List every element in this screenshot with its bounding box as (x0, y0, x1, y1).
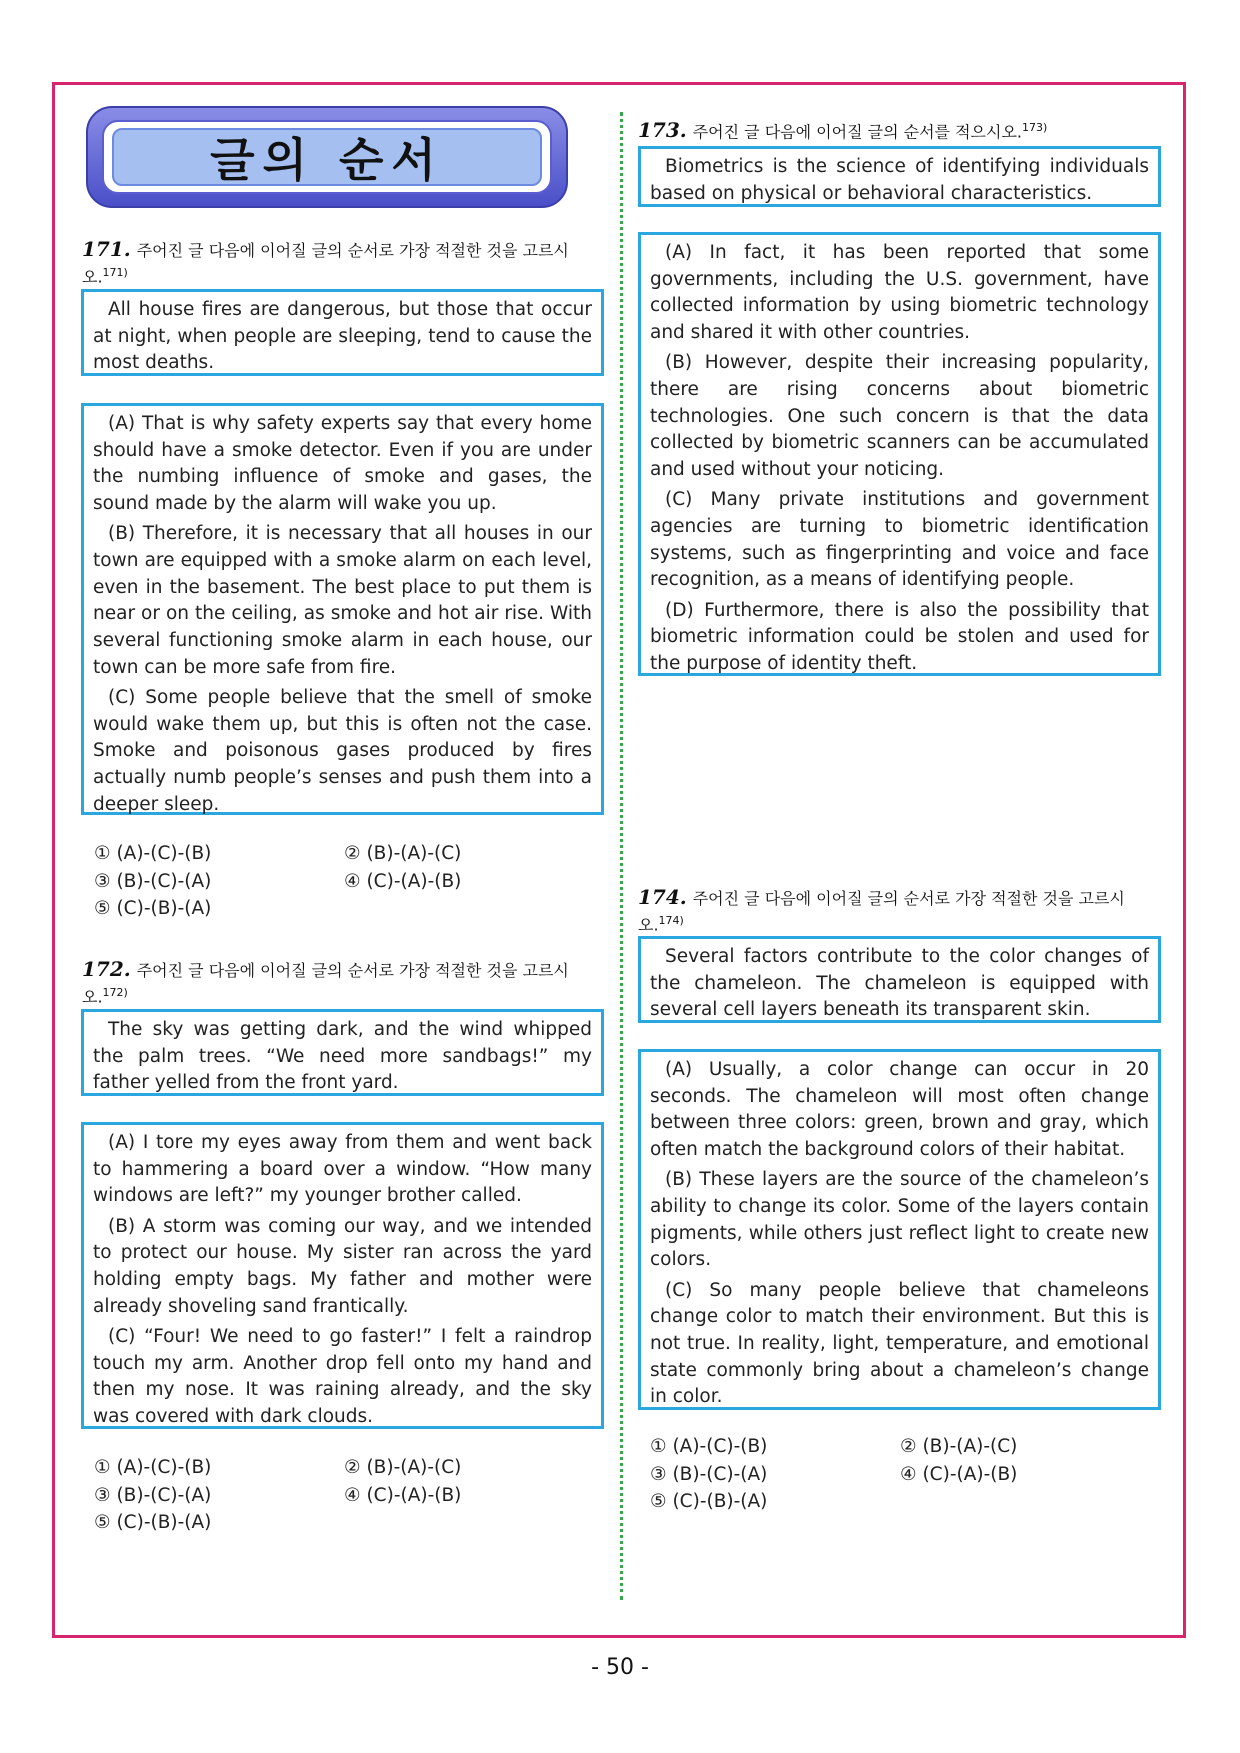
question-171-header (82, 238, 602, 288)
question-171-choices (94, 840, 594, 923)
question-number: 171. (82, 237, 131, 261)
question-instruction: 주어진 글 다음에 이어질 글의 순서로 가장 적절한 것을 고르시오. (82, 241, 569, 287)
paragraph-c: (C) Many private institutions and government agencies are turning to biometric identification systems, such as fingerprinting and voice and face recognition, as a means of identifying people. (650, 489, 1149, 591)
paragraph-b: (B) These layers are the source of the chameleon’s ability to change its color. Some of the layers contain pigments, while others just reflect light to create new colors. (650, 1169, 1149, 1271)
paragraph-b: (B) Therefore, it is necessary that all houses in our town are equipped with a smoke alarm on each level, even in the basement. The best place to put them is near or on the ceiling, as smoke and hot air rise. With several functioning smoke alarm in each house, our town can be more safe from fire. (93, 523, 592, 678)
choice-1[interactable]: ① (A)-(C)-(B) (94, 1457, 212, 1478)
question-172-header (82, 958, 602, 1008)
choice-2[interactable]: ② (B)-(A)-(C) (344, 1457, 462, 1478)
section-title-banner (86, 106, 568, 208)
question-172-choices (94, 1454, 594, 1537)
paragraph-b: (B) However, despite their increasing popularity, there are rising concerns about biometric technologies. One such concern is that the data collected by biometric scanners can be accumulated and used without your noticing. (650, 352, 1149, 481)
choice-3[interactable]: ③ (B)-(C)-(A) (94, 1484, 212, 1506)
question-number: 174. (638, 885, 687, 909)
choice-2[interactable]: ② (B)-(A)-(C) (900, 1436, 1018, 1457)
given-passage: All house fires are dangerous, but those that occur at night, when people are sleeping, tend to cause the most deaths. (93, 299, 592, 374)
paragraph-b: (B) A storm was coming our way, and we intended to protect our house. My sister ran across the yard holding empty bags. My father and mother were already shoveling sand frantically. (93, 1215, 592, 1317)
question-173-given-box (638, 146, 1161, 207)
question-171-given-box (81, 289, 604, 376)
page-number: - 50 - (591, 1655, 649, 1680)
question-174-choices (650, 1433, 1150, 1516)
choice-1[interactable]: ① (A)-(C)-(B) (94, 843, 212, 864)
paragraph-d: (D) Furthermore, there is also the possibility that biometric information could be stolen and used for the purpose of identity theft. (650, 599, 1149, 675)
question-instruction: 주어진 글 다음에 이어질 글의 순서를 적으시오. (692, 122, 1022, 142)
question-172-given-box (81, 1009, 604, 1096)
choice-1[interactable]: ① (A)-(C)-(B) (650, 1436, 768, 1457)
paragraph-a: (A) Usually, a color change can occur in 20 seconds. The chameleon will most often change between three colors: green, brown and gray, which often match the background colors of their habitat. (650, 1059, 1149, 1161)
question-171-paragraphs-box (81, 403, 604, 815)
paragraph-c: (C) Some people believe that the smell of smoke would wake them up, but this is often not the case. Smoke and poisonous gases produced by fires actually numb people’s senses and push them into a deeper sleep. (93, 687, 592, 815)
paragraph-c: (C) “Four! We need to go faster!” I felt a raindrop touch my arm. Another drop fell onto my hand and then my nose. It was raining already, and the sky was covered with dark clouds. (93, 1325, 592, 1428)
given-passage: The sky was getting dark, and the wind whipped the palm trees. “We need more sandbags!” my father yelled from the front yard. (93, 1019, 592, 1094)
question-instruction: 주어진 글 다음에 이어질 글의 순서로 가장 적절한 것을 고르시오. (638, 889, 1125, 935)
question-174-paragraphs-box (638, 1049, 1161, 1410)
choice-5[interactable]: ⑤ (C)-(B)-(A) (94, 1512, 212, 1533)
paragraph-a: (A) In fact, it has been reported that some governments, including the U.S. government, have collected information by using biometric technology and shared it with other countries. (650, 242, 1149, 344)
choice-4[interactable]: ④ (C)-(A)-(B) (344, 1484, 462, 1506)
footnote-ref: 174) (658, 914, 684, 927)
given-passage: Biometrics is the science of identifying individuals based on physical or behavioral characteristics. (650, 156, 1149, 204)
question-172-paragraphs-box (81, 1122, 604, 1429)
choice-5[interactable]: ⑤ (C)-(B)-(A) (94, 898, 212, 919)
question-instruction: 주어진 글 다음에 이어질 글의 순서로 가장 적절한 것을 고르시오. (82, 961, 569, 1007)
choice-4[interactable]: ④ (C)-(A)-(B) (900, 1463, 1018, 1485)
question-number: 173. (638, 118, 687, 143)
paragraph-a: (A) That is why safety experts say that every home should have a smoke detector. Even if you are under the numbing influence of smoke and gases, the sound made by the alarm will wake you up. (93, 413, 592, 515)
choice-3[interactable]: ③ (B)-(C)-(A) (650, 1463, 768, 1485)
paragraph-c: (C) So many people believe that chameleons change color to match their environment. But this is not true. In reality, light, temperature, and emotional state commonly bring about a chameleon’s change in color. (650, 1279, 1149, 1408)
footnote-ref: 172) (102, 986, 128, 999)
section-title: 글의 순서 (210, 133, 444, 187)
given-passage: Several factors contribute to the color changes of the chameleon. The chameleon is equipped with several cell layers beneath its transparent skin. (650, 946, 1149, 1021)
question-174-header (638, 886, 1158, 936)
footnote-ref: 171) (102, 266, 128, 279)
column-divider (620, 112, 623, 1600)
question-number: 172. (82, 957, 131, 981)
paragraph-a: (A) I tore my eyes away from them and went back to hammering a board over a window. “How many windows are left?” my younger brother called. (93, 1132, 592, 1207)
question-174-given-box (638, 936, 1161, 1023)
footnote-ref: 173) (1022, 121, 1048, 134)
question-173-paragraphs-box (638, 232, 1161, 676)
choice-4[interactable]: ④ (C)-(A)-(B) (344, 870, 462, 892)
choice-5[interactable]: ⑤ (C)-(B)-(A) (650, 1491, 768, 1512)
choice-3[interactable]: ③ (B)-(C)-(A) (94, 870, 212, 892)
choice-2[interactable]: ② (B)-(A)-(C) (344, 843, 462, 864)
question-173-header (638, 117, 1158, 143)
